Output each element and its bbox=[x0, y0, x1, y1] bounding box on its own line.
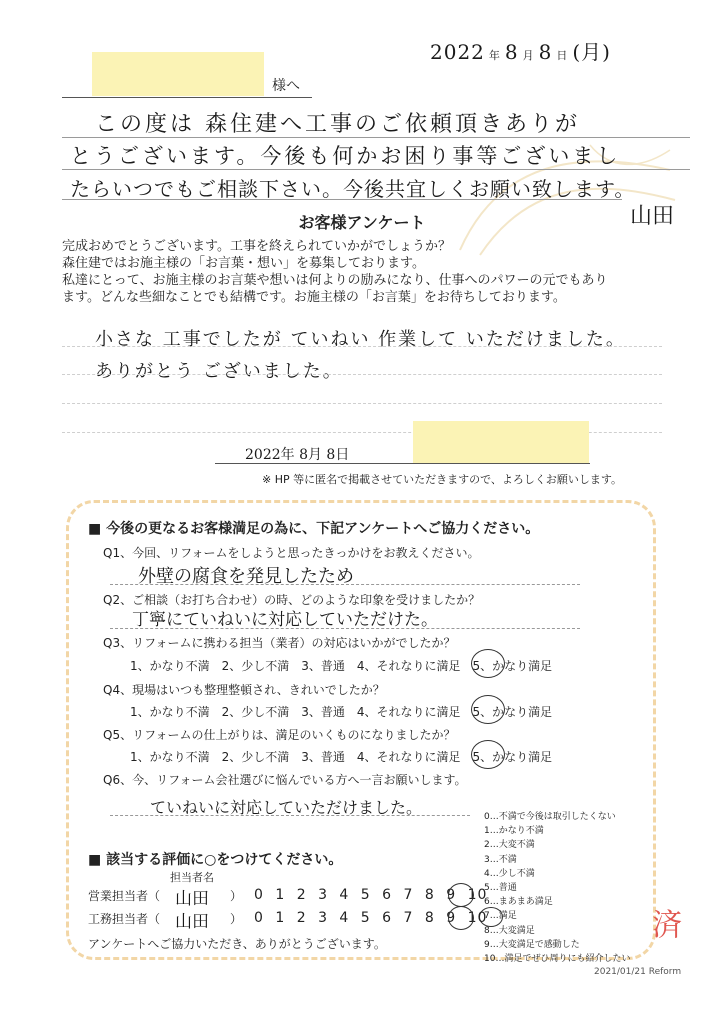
legend-item: 10…満足でぜひ周りにも紹介したい bbox=[484, 954, 631, 965]
legend-item: 1…かなり不満 bbox=[484, 826, 544, 837]
survey-title: お客様アンケート bbox=[298, 213, 426, 232]
sales-close-paren: ） bbox=[230, 889, 243, 903]
answer-6: ていねいに対応していただけました。 bbox=[150, 798, 423, 817]
question-5: Q5、リフォームの仕上がりは、満足のいくものになりましたか？ bbox=[103, 728, 456, 742]
name-underline bbox=[62, 97, 312, 98]
salutation-suffix: 様へ bbox=[272, 78, 300, 94]
answer-1-rule bbox=[110, 584, 580, 585]
letter-rule-1 bbox=[62, 137, 690, 138]
q5-selection-circle bbox=[471, 740, 505, 769]
q3-selection-circle bbox=[471, 649, 505, 678]
form-code: 2021/01/21 Reform bbox=[594, 967, 682, 977]
staff-name-label: 担当者名 bbox=[170, 871, 214, 884]
sales-staff-name: 山田 bbox=[175, 889, 209, 909]
sales-rating-scale: 0 1 2 3 4 5 6 7 8 9 10 bbox=[254, 887, 488, 903]
legend-item: 5…普通 bbox=[484, 883, 517, 894]
redacted-customer-name bbox=[92, 52, 264, 96]
construction-staff-label: 工務担当者（ bbox=[88, 912, 161, 926]
legend-item: 2…大変不満 bbox=[484, 840, 535, 851]
signature: 山田 bbox=[630, 204, 675, 229]
construction-rating-scale: 0 1 2 3 4 5 6 7 8 9 10 bbox=[254, 910, 488, 926]
intro-line-1: 完成おめでとうございます。工事を終えられていかがでしょうか？ bbox=[62, 239, 451, 254]
legend-item: 4…少し不満 bbox=[484, 868, 535, 879]
legend-item: 9…大変満足で感動した bbox=[484, 939, 580, 950]
completion-stamp: 済 bbox=[652, 908, 682, 943]
survey-intro bbox=[62, 238, 672, 306]
legend-item: 8…大変満足 bbox=[484, 925, 535, 936]
letter-rule-3 bbox=[62, 199, 622, 200]
answer-2-rule bbox=[110, 628, 580, 629]
reply-rule-1 bbox=[62, 346, 662, 347]
sales-rating-circle bbox=[448, 883, 474, 907]
intro-line-4: ます。どんな些細なことでも結構です。お施主様の「お言葉」をお待ちしております。 bbox=[62, 290, 566, 305]
question-4: Q4、現場はいつも整理整頓され、きれいでしたか？ bbox=[103, 683, 385, 697]
letter-line-3: たらいつでもご相談下さい。今後共宜しくお願い致します。 bbox=[70, 177, 636, 201]
answer-1: 外壁の腐食を発見したため bbox=[138, 566, 354, 587]
question-2: Q2、ご相談（お打ち合わせ）の時、どのような印象を受けましたか？ bbox=[103, 593, 481, 607]
letter-rule-2 bbox=[62, 169, 690, 170]
letter-line-1: この度は 森住建へ工事のご依頼頂きありが bbox=[95, 112, 580, 137]
reply-rule-3 bbox=[62, 403, 662, 404]
construction-staff-name: 山田 bbox=[175, 912, 209, 932]
redacted-reply-name bbox=[413, 421, 589, 463]
legend-item: 7…満足 bbox=[484, 911, 517, 922]
letter-line-2: とうございます。今後も何かお困り事等ございまし bbox=[70, 144, 621, 168]
construction-rating-circle bbox=[448, 906, 474, 930]
legend-item: 3…不満 bbox=[484, 854, 517, 865]
options-q5: 1、かなり不満 2、少し不満 3、普通 4、それなりに満足 5、かなり満足 bbox=[130, 750, 553, 764]
reply-date-rule bbox=[215, 463, 590, 464]
thanks-text: アンケートへご協力いただき、ありがとうございます。 bbox=[88, 937, 386, 951]
construction-close-paren: ） bbox=[230, 912, 243, 926]
answer-2: 丁寧にていねいに対応していただけた。 bbox=[132, 610, 438, 630]
q4-selection-circle bbox=[471, 695, 505, 724]
reply-line-2: ありがとう ございました。 bbox=[95, 361, 343, 382]
options-q4: 1、かなり不満 2、少し不満 3、普通 4、それなりに満足 5、かなり満足 bbox=[130, 705, 553, 719]
options-q3: 1、かなり不満 2、少し不満 3、普通 4、それなりに満足 5、かなり満足 bbox=[130, 659, 553, 673]
legend-item: 0…不満で今後は取引したくない bbox=[484, 812, 616, 822]
reply-date: 2022年 8月 8日 bbox=[245, 447, 350, 463]
reply-rule-2 bbox=[62, 374, 662, 375]
question-6: Q6、今、リフォーム会社選びに悩んでいる方へ一言お願いします。 bbox=[103, 773, 467, 787]
intro-line-3: 私達にとって、お施主様のお言葉や想いは何よりの励みになり、仕事へのパワーの元でもあり bbox=[62, 273, 608, 288]
answer-6-rule bbox=[110, 815, 470, 816]
question-3: Q3、リフォームに携わる担当（業者）の対応はいかがでしたか？ bbox=[103, 636, 456, 650]
reply-line-1: 小さな 工事でしたが ていねい 作業して いただけました。 bbox=[95, 329, 626, 350]
intro-line-2: 森住建ではお施主様の「お言葉・想い」を募集しております。 bbox=[62, 256, 425, 271]
rating-heading: ■ 該当する評価に○をつけてください。 bbox=[88, 852, 343, 868]
rating-legend bbox=[484, 810, 644, 966]
legend-item: 6…まあまあ満足 bbox=[484, 897, 553, 908]
letter-date: 2022 年 8 月 8 日 (月) bbox=[430, 40, 611, 64]
sales-staff-label: 営業担当者（ bbox=[88, 889, 161, 903]
questionnaire-heading: ■ 今後の更なるお客様満足の為に、下記アンケートへご協力ください。 bbox=[88, 521, 540, 537]
question-1: Q1、今回、リフォームをしようと思ったきっかけをお教えください。 bbox=[103, 546, 480, 560]
anonymous-note: ※ HP 等に匿名で掲載させていただきますので、よろしくお願いします。 bbox=[262, 473, 623, 486]
